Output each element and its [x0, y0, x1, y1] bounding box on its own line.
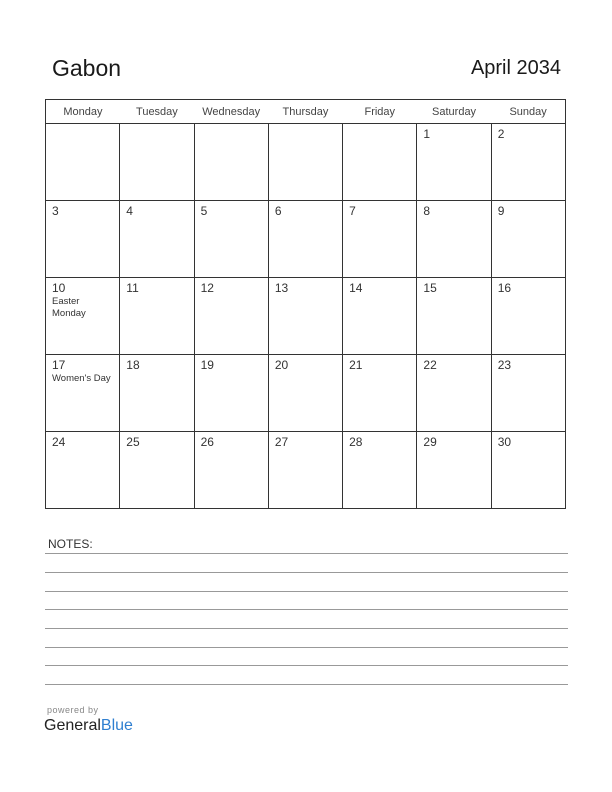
week-row: [46, 355, 566, 432]
month-year-title: April 2034: [470, 57, 561, 79]
day-number: 10: [52, 281, 66, 295]
day-number: 13: [274, 281, 289, 295]
day-number: 8: [423, 204, 431, 218]
day-number: 2: [497, 127, 505, 141]
day-cell: [194, 278, 268, 355]
day-number: 16: [497, 281, 512, 295]
empty-day-cell: [46, 124, 120, 201]
country-title: Gabon: [52, 55, 122, 81]
day-cell: [417, 124, 491, 201]
day-cell: [343, 355, 417, 432]
note-line: [45, 609, 568, 610]
day-cell: [268, 355, 342, 432]
weekday-tuesday: Tuesday: [120, 100, 194, 124]
day-number: 6: [274, 204, 282, 218]
day-cell: [491, 355, 565, 432]
day-number: 4: [126, 204, 133, 218]
week-row: [46, 201, 566, 278]
day-cell: [417, 432, 491, 509]
day-cell: [417, 278, 491, 355]
empty-day-cell: [194, 124, 268, 201]
day-cell: [343, 432, 417, 509]
day-cell: [268, 201, 342, 278]
day-cell: [120, 278, 194, 355]
day-cell: [491, 201, 565, 278]
weekday-wednesday: Wednesday: [194, 100, 268, 124]
note-line: [45, 647, 568, 648]
note-line: [45, 628, 568, 629]
note-line: [45, 553, 568, 554]
day-cell: [120, 432, 194, 509]
day-cell: [120, 201, 194, 278]
day-number: 1: [423, 127, 431, 141]
day-number: 21: [349, 358, 363, 372]
week-row: [46, 124, 566, 201]
note-line: [45, 684, 568, 685]
day-number: 9: [497, 204, 505, 218]
day-number: 30: [497, 435, 512, 449]
empty-day-cell: [343, 124, 417, 201]
day-number: 14: [349, 281, 363, 295]
day-number: 20: [274, 358, 289, 372]
day-cell: [268, 278, 342, 355]
day-number: 23: [497, 358, 512, 372]
day-cell: [194, 355, 268, 432]
empty-day-cell: [268, 124, 342, 201]
day-number: 19: [200, 358, 214, 372]
powered-by-text: powered by: [47, 705, 99, 715]
day-number: 22: [423, 358, 437, 372]
weekday-friday: Friday: [343, 100, 417, 124]
day-cell: [46, 278, 120, 355]
day-cell: [46, 201, 120, 278]
day-cell: [46, 355, 120, 432]
day-number: 5: [200, 204, 208, 218]
day-cell: [46, 432, 120, 509]
day-cell: [343, 278, 417, 355]
notes-label: NOTES:: [48, 537, 93, 551]
day-cell: [120, 355, 194, 432]
day-cell: [491, 124, 565, 201]
day-number: 3: [52, 204, 59, 218]
holiday-label: Easter Monday: [52, 296, 86, 319]
empty-day-cell: [120, 124, 194, 201]
day-number: 7: [349, 204, 356, 218]
day-number: 24: [52, 435, 66, 449]
calendar-grid: [45, 99, 566, 509]
brand-general: General: [44, 717, 101, 734]
note-line: [45, 665, 568, 666]
day-cell: [194, 201, 268, 278]
day-cell: [268, 432, 342, 509]
weekday-sunday: Sunday: [491, 100, 565, 124]
day-cell: [417, 355, 491, 432]
day-cell: [491, 278, 565, 355]
note-line: [45, 572, 568, 573]
weekday-header-row: [46, 100, 566, 124]
day-number: 15: [423, 281, 437, 295]
day-number: 25: [126, 435, 140, 449]
day-number: 11: [126, 281, 139, 295]
day-cell: [417, 201, 491, 278]
holiday-label: Women's Day: [52, 373, 111, 384]
day-number: 18: [126, 358, 140, 372]
brand-blue: Blue: [100, 717, 133, 734]
day-number: 17: [52, 358, 66, 372]
calendar-body: [46, 124, 566, 509]
day-cell: [491, 432, 565, 509]
day-number: 26: [200, 435, 214, 449]
weekday-thursday: Thursday: [268, 100, 342, 124]
day-number: 12: [200, 281, 214, 295]
day-number: 29: [423, 435, 437, 449]
weekday-saturday: Saturday: [417, 100, 491, 124]
day-cell: [194, 432, 268, 509]
day-number: 28: [349, 435, 363, 449]
day-number: 27: [274, 435, 289, 449]
day-cell: [343, 201, 417, 278]
week-row: [46, 278, 566, 355]
week-row: [46, 432, 566, 509]
weekday-monday: Monday: [46, 100, 120, 124]
generalblue-logo: [44, 717, 133, 735]
note-line: [45, 591, 568, 592]
